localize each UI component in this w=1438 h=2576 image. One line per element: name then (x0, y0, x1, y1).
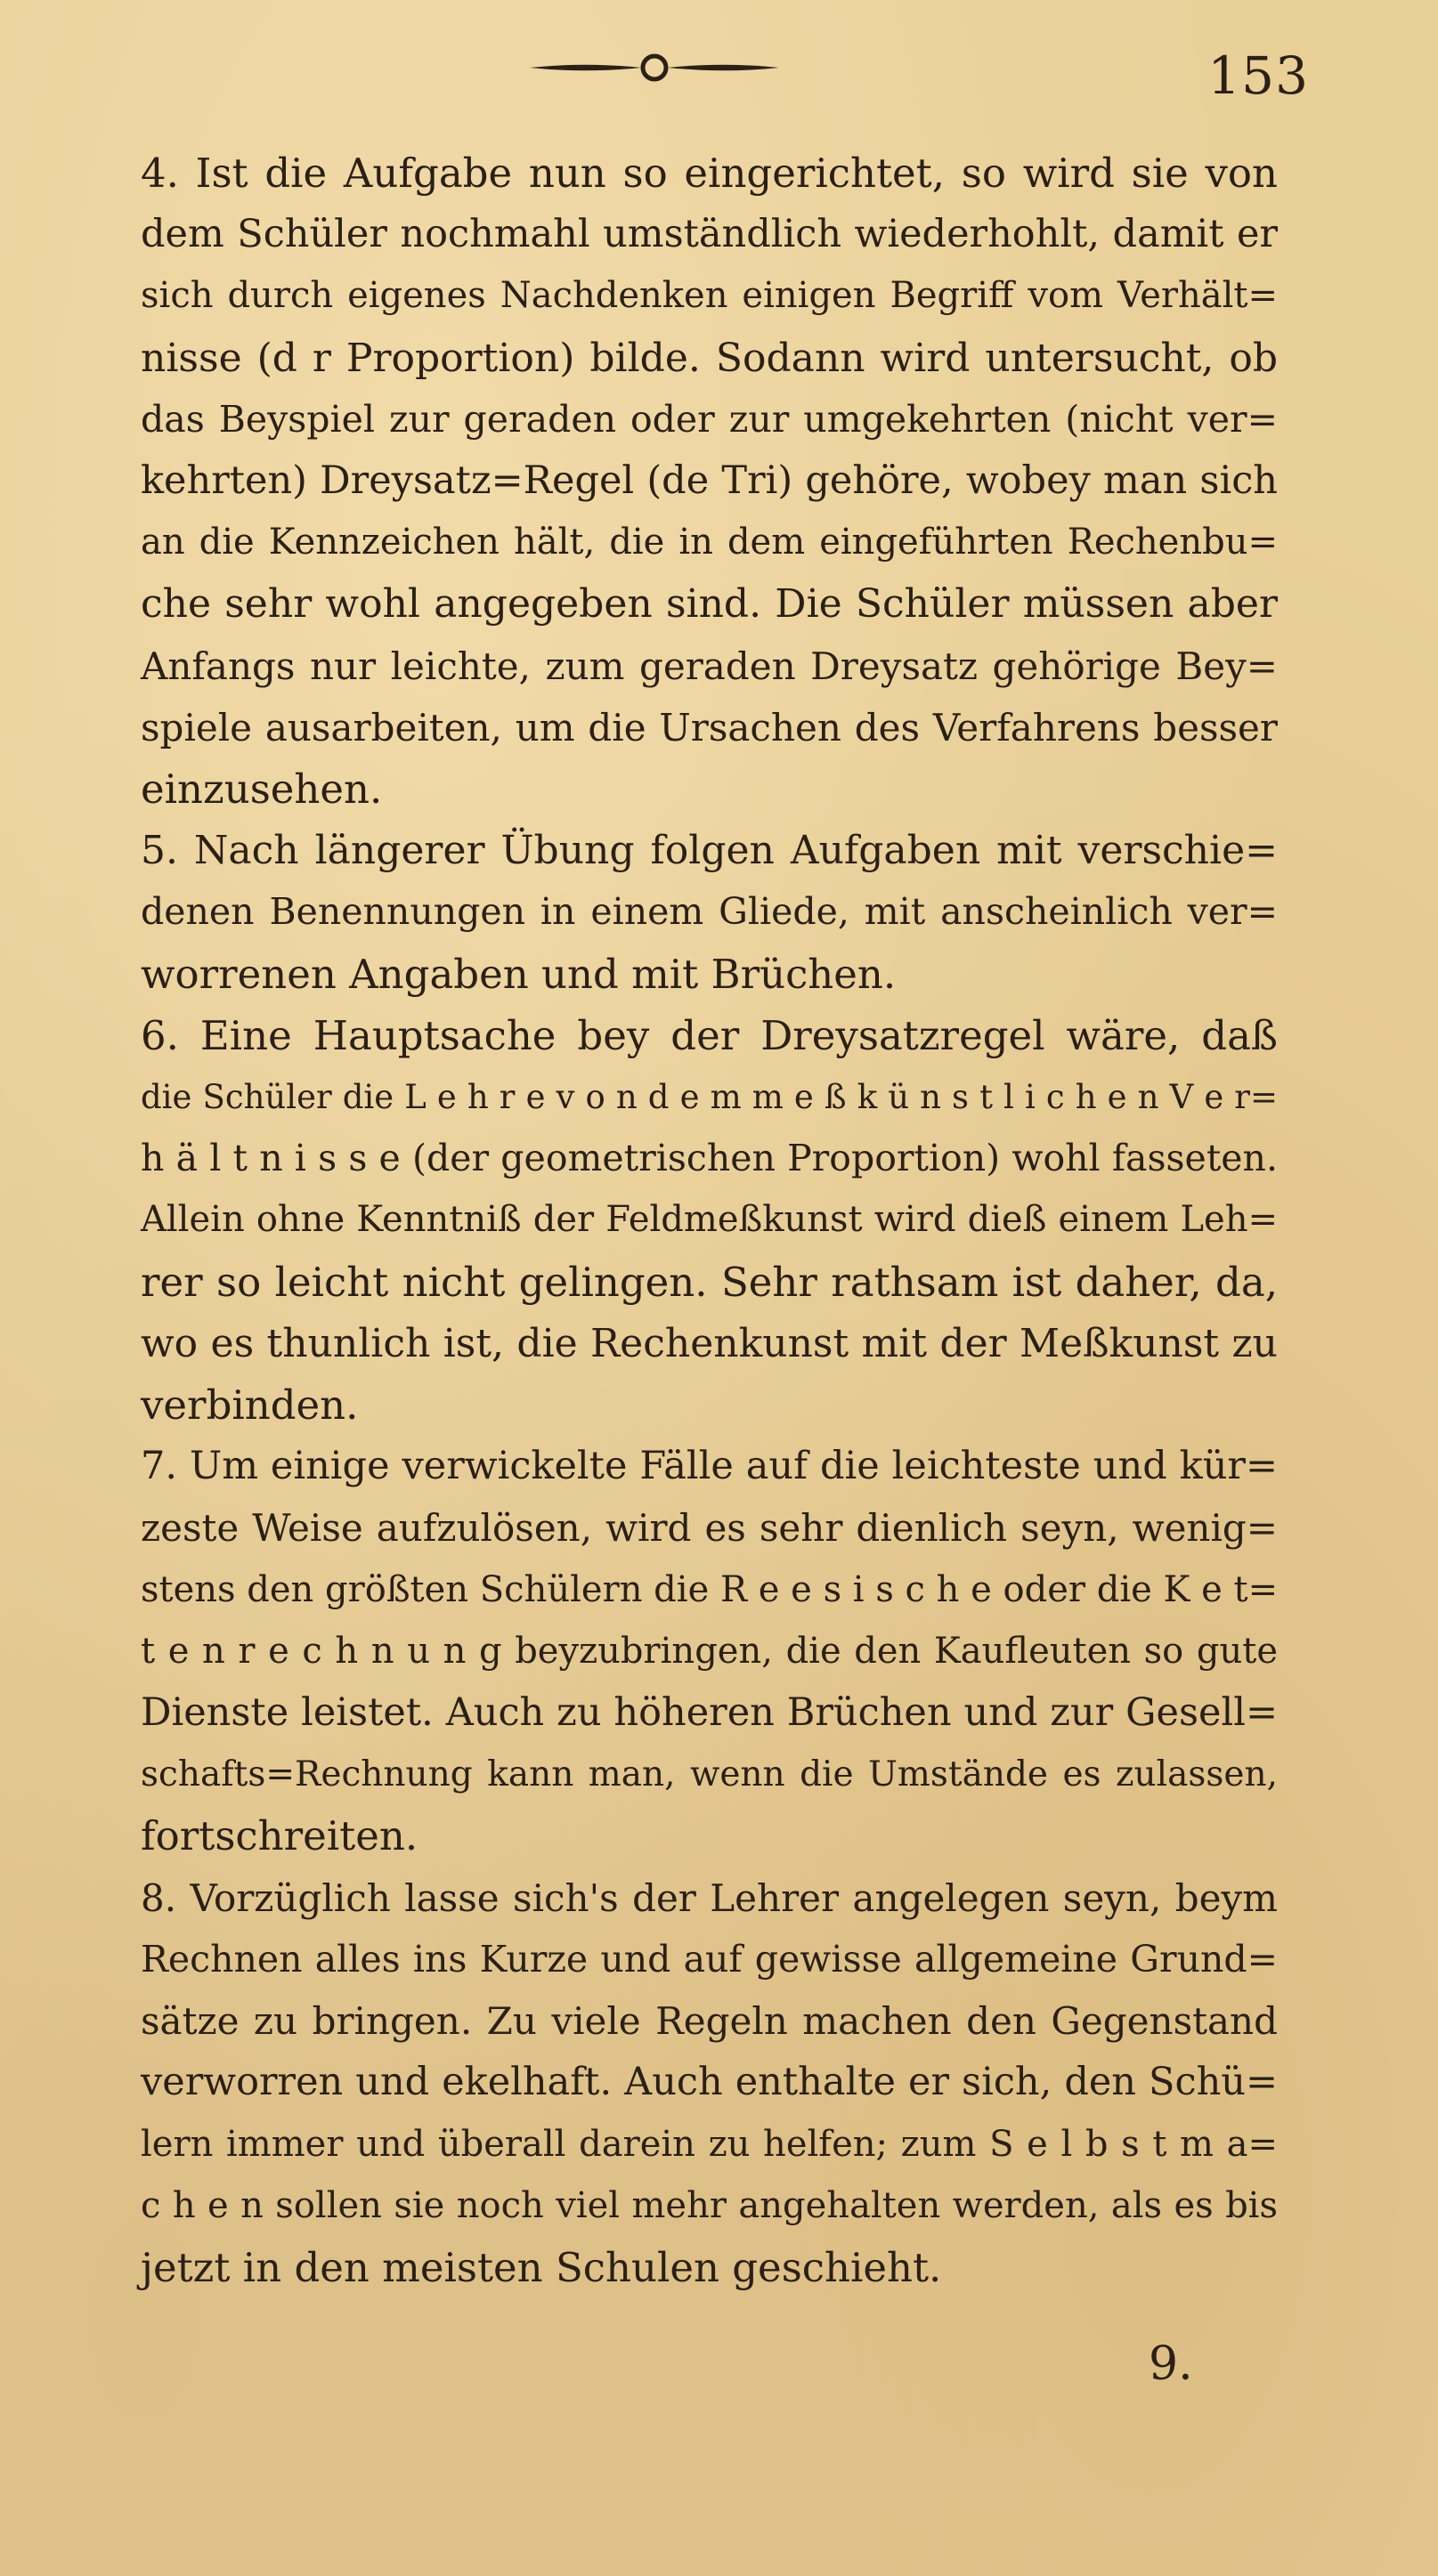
text-line: nisse (d r Proportion) bilde. Sodann wird untersucht, ob (141, 335, 1278, 381)
text-line: Dienste leistet. Auch zu höheren Brüchen und zur Gesell= (141, 1690, 1278, 1736)
text-line: 7. Um einige verwickelte Fälle auf die leichteste und kür= (141, 1444, 1278, 1489)
text-line: Rechnen alles ins Kurze und auf gewisse allgemeine Grund= (141, 1937, 1278, 1981)
paragraph-8 (36, 1867, 1278, 2298)
header-ornament (525, 50, 784, 85)
paragraph-5 (36, 820, 1278, 1005)
text-line: 8. Vorzüglich lasse sich's der Lehrer angelegen seyn, beym (141, 1875, 1278, 1920)
catchword: 9. (1149, 2337, 1193, 2391)
text-line: zeste Weise aufzulösen, wird es sehr dienlich seyn, wenig= (141, 1506, 1278, 1551)
text-line: 6. Eine Hauptsache bey der Dreysatzregel wäre, daß (141, 1011, 1278, 1059)
text-line: das Beyspiel zur geraden oder zur umgekehrten (nicht ver= (141, 397, 1278, 441)
text-line: Allein ohne Kenntniß der Feldmeßkunst wird dieß einem Leh= (141, 1199, 1278, 1241)
text-line: schafts=Rechnung kann man, wenn die Umstände es zulassen, (141, 1754, 1278, 1795)
text-line: 5. Nach längerer Übung folgen Aufgaben mit verschie= (141, 828, 1278, 874)
text-line: einzusehen. (141, 766, 383, 814)
text-line: sich durch eigenes Nachdenken einigen Begriff vom Verhält= (141, 275, 1278, 317)
text-line: stens den größten Schülern die R e e s i s c h e oder die K e t= (141, 1568, 1279, 1610)
text-line: h ä l t n i s s e (der geometrischen Proportion) wohl fasseten. (141, 1137, 1278, 1180)
text-line: rer so leicht nicht gelingen. Sehr rathsam ist daher, da, (141, 1258, 1278, 1306)
text-line: kehrten) Dreysatz=Regel (de Tri) gehöre, wobey man sich (141, 458, 1278, 504)
paragraph-4 (36, 142, 1278, 820)
text-line: spiele ausarbeiten, um die Ursachen des Verfahrens besser (141, 705, 1278, 749)
text-line: sätze zu bringen. Zu viele Regeln machen den Gegenstand (141, 1999, 1278, 2044)
text-line: fortschreiten. (141, 1812, 418, 1860)
text-line: verworren und ekelhaft. Auch enthalte er sich, den Schü= (141, 2060, 1278, 2105)
text-line: 4. Ist die Aufgabe nun so eingerichtet, so wird sie von (141, 150, 1278, 197)
text-line: denen Benennungen in einem Gliede, mit anscheinlich ver= (141, 890, 1278, 934)
text-line: t e n r e c h n u n g beyzubringen, die den Kaufleuten so gute (141, 1630, 1278, 1672)
page-number: 153 (1207, 45, 1309, 106)
text-line: an die Kennzeichen hält, die in dem eingeführten Rechenbu= (141, 522, 1278, 563)
paragraph-6 (36, 1005, 1278, 1436)
text-line: jetzt in den meisten Schulen geschieht. (141, 2243, 942, 2291)
text-line: die Schüler die L e h r e v o n d e m m e ß k ü n s t l i c h e n V e r= (141, 1078, 1278, 1117)
text-line: c h e n sollen sie noch viel mehr angehalten werden, als es bis (141, 2184, 1278, 2226)
text-line: Anfangs nur leichte, zum geraden Dreysatz gehörige Bey= (141, 644, 1278, 688)
text-line: dem Schüler nochmahl umständlich wiederhohlt, damit er (141, 212, 1278, 257)
paragraph-7 (36, 1436, 1278, 1867)
text-line: che sehr wohl angegeben sind. Die Schüler müssen aber (141, 581, 1278, 628)
text-line: worrenen Angaben und mit Brüchen. (141, 950, 897, 998)
text-line: verbinden. (141, 1381, 359, 1430)
text-line: lern immer und überall darein zu helfen; zum S e l b s t m a= (141, 2123, 1278, 2165)
text-line: wo es thunlich ist, die Rechenkunst mit der Meßkunst zu (141, 1320, 1278, 1366)
body-text (36, 142, 1278, 2298)
